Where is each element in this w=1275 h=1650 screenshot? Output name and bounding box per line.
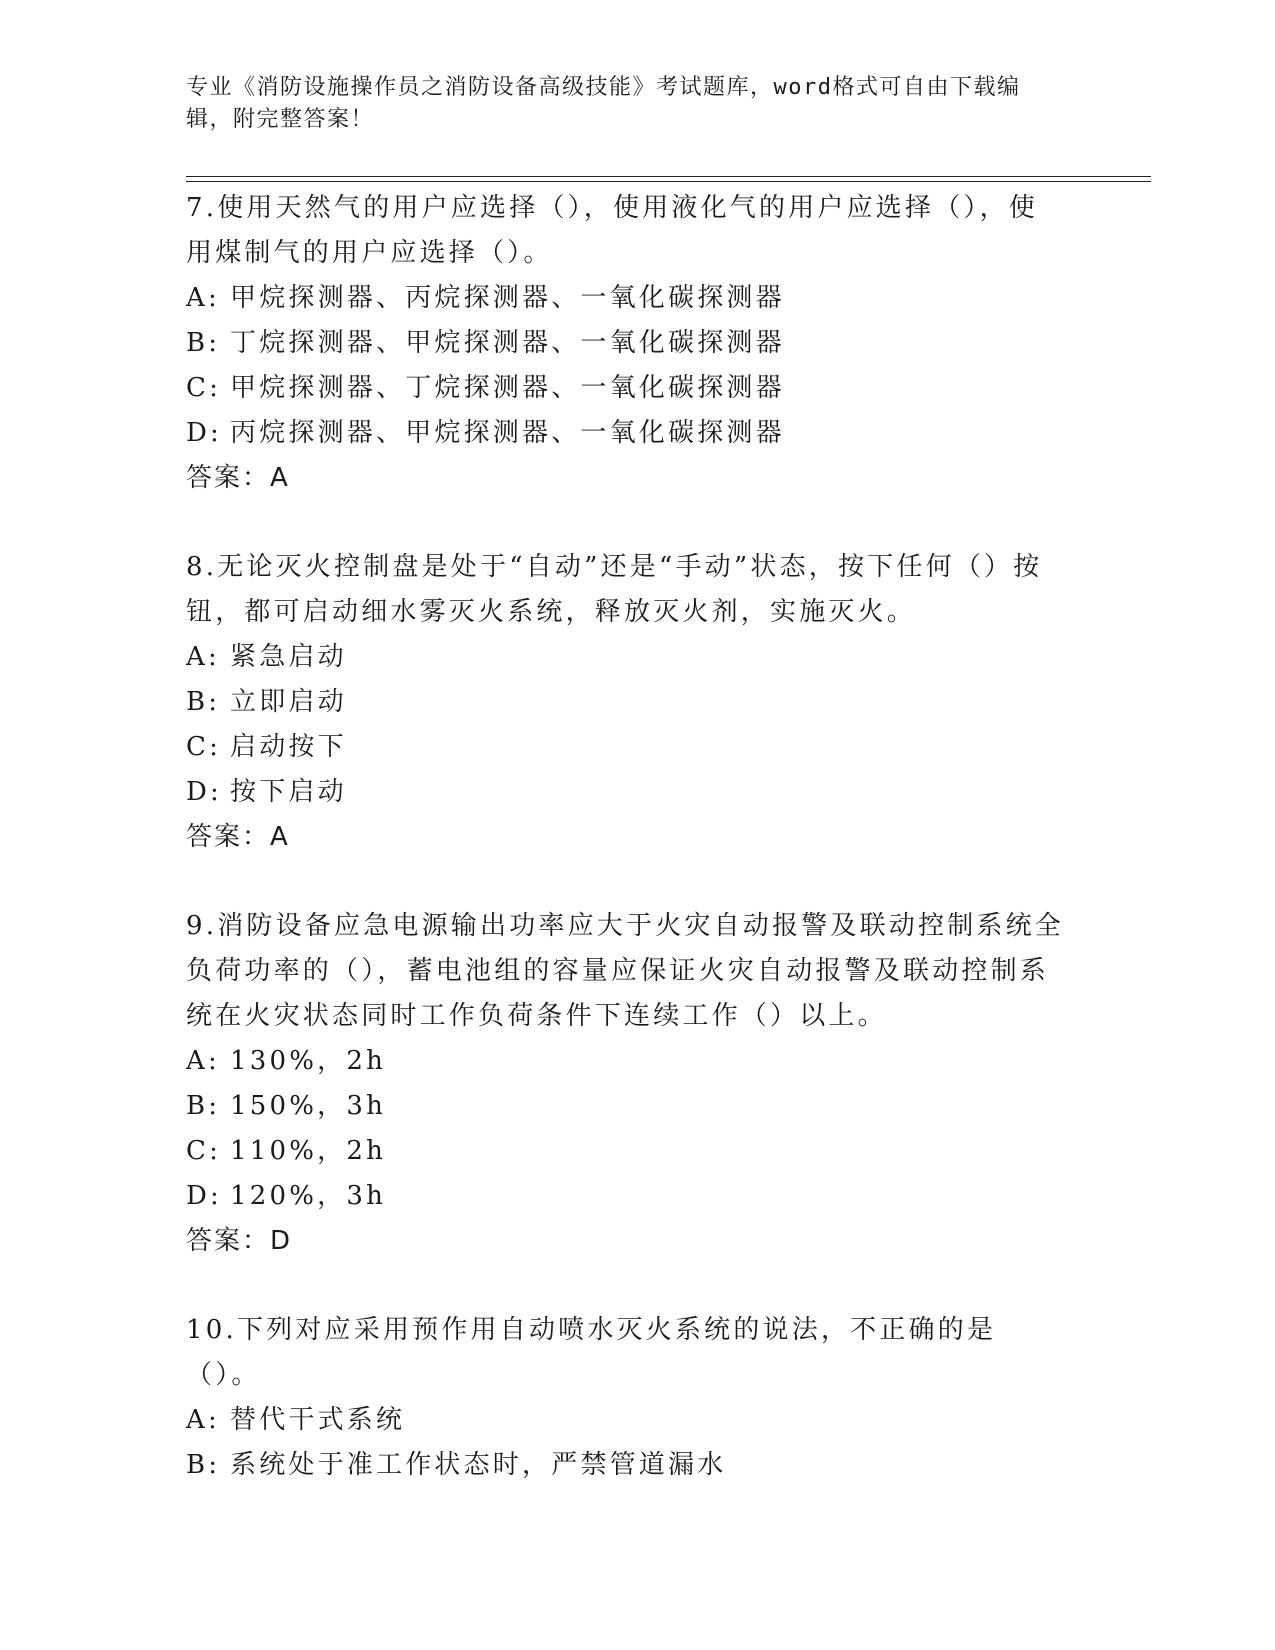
option-text: 替代干式系统 xyxy=(230,1405,406,1435)
option-a xyxy=(186,1039,1066,1084)
option-text: 120%，3h xyxy=(230,1181,387,1211)
question-8 xyxy=(186,545,1066,860)
question-9 xyxy=(186,904,1066,1264)
option-letter: C: xyxy=(186,373,222,403)
answer-line: 答案：A xyxy=(186,822,290,852)
option-d xyxy=(186,411,1066,456)
option-text: 丙烷探测器、甲烷探测器、一氧化碳探测器 xyxy=(230,418,785,448)
option-text: 甲烷探测器、丁烷探测器、一氧化碳探测器 xyxy=(230,373,785,403)
header-rule-top xyxy=(186,176,1151,177)
question-stem: 8.无论灭火控制盘是处于“自动”还是“手动”状态，按下任何（）按钮，都可启动细水雾灭火系统，释放灭火剂，实施灭火。 xyxy=(186,552,1043,627)
option-text: 130%，2h xyxy=(230,1046,387,1076)
option-text: 甲烷探测器、丙烷探测器、一氧化碳探测器 xyxy=(230,283,785,313)
option-a xyxy=(186,1398,1066,1443)
document-header: 专业《消防设施操作员之消防设备高级技能》考试题库，word格式可自由下载编辑，附完整答案！ xyxy=(186,75,1021,132)
option-text: 150%，3h xyxy=(230,1091,387,1121)
option-text: 丁烷探测器、甲烷探测器、一氧化碳探测器 xyxy=(230,328,785,358)
option-d xyxy=(186,1174,1066,1219)
option-text: 紧急启动 xyxy=(230,642,347,672)
option-b xyxy=(186,321,1066,366)
option-b xyxy=(186,680,1066,725)
option-d xyxy=(186,770,1066,815)
question-stem: 7.使用天然气的用户应选择（），使用液化气的用户应选择（），使用煤制气的用户应选择（）。 xyxy=(186,193,1039,268)
option-a xyxy=(186,276,1066,321)
option-c xyxy=(186,1129,1066,1174)
option-letter: A: xyxy=(186,642,220,672)
option-text: 启动按下 xyxy=(230,732,347,762)
question-list xyxy=(186,186,1066,1532)
option-letter: B: xyxy=(186,1450,221,1480)
option-letter: B: xyxy=(186,1091,221,1121)
option-letter: D: xyxy=(186,1181,223,1211)
answer-line: 答案：D xyxy=(186,1226,293,1256)
option-letter: B: xyxy=(186,687,221,717)
option-a xyxy=(186,635,1066,680)
option-text: 110%，2h xyxy=(230,1136,387,1166)
option-b xyxy=(186,1443,1066,1488)
answer-line: 答案：A xyxy=(186,463,290,493)
option-c xyxy=(186,725,1066,770)
option-c xyxy=(186,366,1066,411)
option-b xyxy=(186,1084,1066,1129)
option-letter: A: xyxy=(186,1405,220,1435)
option-letter: A: xyxy=(186,1046,220,1076)
option-letter: A: xyxy=(186,283,220,313)
option-letter: B: xyxy=(186,328,221,358)
option-text: 系统处于准工作状态时，严禁管道漏水 xyxy=(230,1450,727,1480)
option-letter: D: xyxy=(186,418,223,448)
option-text: 按下启动 xyxy=(230,777,347,807)
option-text: 立即启动 xyxy=(230,687,347,717)
question-stem: 9.消防设备应急电源输出功率应大于火灾自动报警及联动控制系统全负荷功率的（），蓄电池组的容量应保证火灾自动报警及联动控制系统在火灾状态同时工作负荷条件下连续工作（）以上。 xyxy=(186,911,1065,1031)
option-letter: D: xyxy=(186,777,223,807)
question-stem: 10.下列对应采用预作用自动喷水灭火系统的说法，不正确的是（）。 xyxy=(186,1315,997,1390)
option-letter: C: xyxy=(186,1136,222,1166)
question-7 xyxy=(186,186,1066,501)
option-letter: C: xyxy=(186,732,222,762)
question-10 xyxy=(186,1308,1066,1488)
header-rule-bottom xyxy=(186,181,1151,182)
